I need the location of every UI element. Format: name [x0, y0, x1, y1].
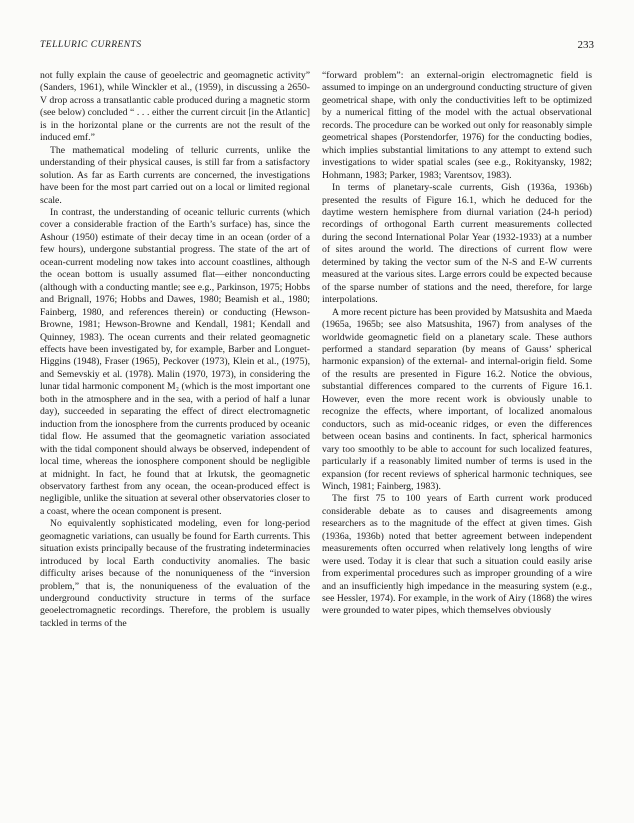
paragraph: not fully explain the cause of geoelectric and geomagnetic activity” (Sanders, 1961), while Winckler et al., (1959), in discussing a 2650-V drop across a transatlantic cable produced during a magnetic storm (see below) concluded “ . . . either the current circuit [in the Atlantic] is in the horizontal plane or the currents are not the result of the induced emf.”	[40, 70, 310, 144]
paragraph: The mathematical modeling of telluric currents, unlike the understanding of their physical causes, is still far from a satisfactory solution. As far as Earth currents are concerned, the investigations have been for the most part carried out on a local or limited regional scale.	[40, 144, 310, 206]
page-header	[40, 40, 594, 54]
page-number: 233	[577, 39, 594, 51]
running-head: TELLURIC CURRENTS	[40, 40, 142, 50]
paragraph: The first 75 to 100 years of Earth current work produced considerable debate as to causes and disagreements among researchers as to the magnitude of the effect at given times. Gish (1936a, 1936b) noted that better agreement between independent measurements often occurred when relatively long lengths of wire were used. Today it is clear that such a situation could easily arise from experimental procedures such as improper grounding of a wire and an insufficiently high impedance in the measuring system (e.g., see Hessler, 1974). For example, in the work of Airy (1868) the wires were grounded to water pipes, which themselves obviously	[322, 493, 592, 617]
paragraph: In contrast, the understanding of oceanic telluric currents (which cover a considerable fraction of the Earth’s surface) has, since the Ashour (1950) estimate of their decay time in an ocean (order of a few hours), undergone substantial progress. The state of the art of ocean-current modeling now takes into account coastlines, although the ocean bottom is usually assumed flat—either nonconducting (although with a conducting mantle; see e.g., Parkinson, 1975; Hobbs and Brignall, 1976; Hobbs and Dawes, 1980; Beamish et al., 1980; Fainberg, 1980, and references therein) or conducting (Hewson-Browne, 1981; Hewson-Browne and Kendall, 1981; Kendall and Quinney, 1983). The ocean currents and their related geomagnetic effects have been investigated by, for example, Barber and Longuet-Higgins (1948), Fraser (1965), Peckover (1973), Klein et al., (1975), and Semevskiy et al. (1978). Malin (1970, 1973), in considering the lunar tidal harmonic component M₂ (which is the most important one both in the atmosphere and in the sea, with a period of half a lunar day), succeeded in separating the effect of direct electromagnetic induction from the ionosphere from the currents produced by oceanic tidal flow. He assumed that the geomagnetic variation associated with the tidal component should always be observed, independent of local time, whereas the ionosphere component should be negligible at midnight. In fact, he found that at Irkutsk, the geomagnetic observatory farthest from any ocean, the ocean-produced effect is negligible, unlike the situation at several other observatories closer to a coast, where the ocean component is present.	[40, 206, 310, 517]
paragraph: No equivalently sophisticated modeling, even for long-period geomagnetic variations, can usually be found for Earth currents. This situation exists principally because of the frustrating indeterminacies introduced by local Earth conductivity anomalies. The basic difficulty arises because of the nonuniqueness of the “inversion problem,” that is, the nonuniqueness of the evaluation of the underground conductivity structure in terms of the surface geoelectromagnetic recordings. Therefore, the problem is usually tackled in terms of the	[40, 518, 310, 629]
left-column	[40, 70, 310, 630]
right-column	[322, 70, 592, 618]
paragraph: In terms of planetary-scale currents, Gish (1936a, 1936b) presented the results of Figure 16.1, which he deduced for the daytime western hemisphere from diurnal variation (24-h period) recordings of orthogonal Earth current measurements collected during the second International Polar Year (1932-1933) at a number of sites around the world. The directions of current flow were determined by taking the vector sum of the N-S and E-W currents measured at the various sites. Large errors could be expected because of the sparse number of stations and the need, therefore, for large interpolations.	[322, 182, 592, 306]
paragraph: A more recent picture has been provided by Matsushita and Maeda (1965a, 1965b; see also Matsushita, 1967) from analyses of the worldwide geomagnetic field on a planetary scale. These authors performed a standard separation (by means of Gauss’ spherical harmonic expansion) of the external- and internal-origin field. Some of the results are presented in Figure 16.2. Notice the obvious, substantial differences compared to the currents of Figure 16.1. However, even the more recent work is obviously unable to recognize the effects, where important, of localized anomalous conductors, such as mid-oceanic ridges, or even the differences between ocean basins and continents. In fact, spherical harmonics vary too smoothly to be able to account for such localized features, particularly if a reasonably limited number of terms is used in the expansion (for recent reviews of spherical harmonic techniques, see Winch, 1981; Fainberg, 1983).	[322, 306, 592, 492]
paragraph: “forward problem”: an external-origin electromagnetic field is assumed to impinge on an underground conducting structure of given geometrical shape, with only the conductivities left to be optimized by a numerical fitting of the model with the actual observational records. The procedure can be worked out only for reasonably simple geometrical shapes (Porstendorfer, 1976) for the conducting bodies, which implies substantial limitations to any attempt to extend such investigations to wider spatial scales (see e.g., Rokityansky, 1982; Hohmann, 1983; Parker, 1983; Varentsov, 1983).	[322, 70, 592, 181]
